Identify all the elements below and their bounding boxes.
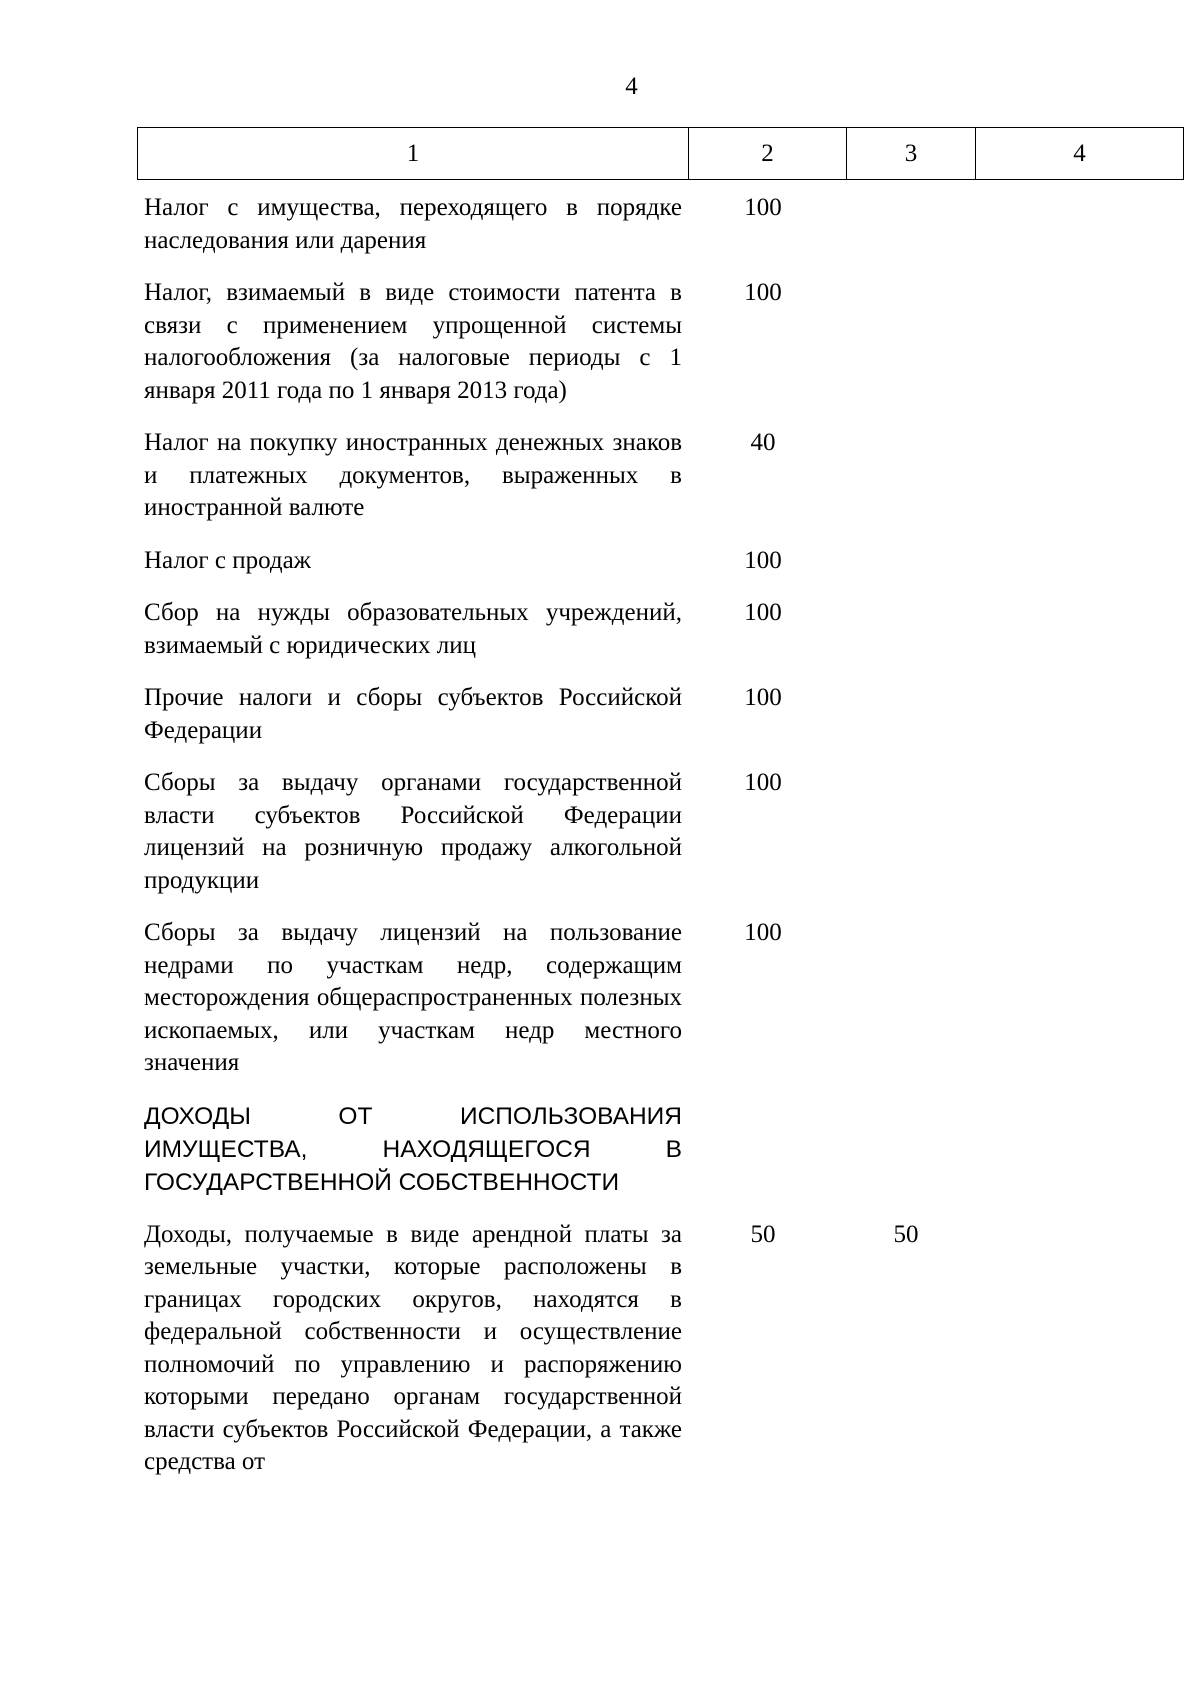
table-row bbox=[144, 1219, 1184, 1479]
row-name: Сборы за выдачу лицензий на пользование недрами по участкам недр, содержащим месторождения общераспространенных полезных ископаемых, или участкам недр местного значения bbox=[144, 919, 682, 1076]
table-row bbox=[144, 427, 1184, 525]
row-name: Налог на покупку иностранных денежных знаков и платежных документов, выраженных в иностранной валюте bbox=[144, 429, 682, 521]
header-col-2: 2 bbox=[689, 128, 847, 179]
row-name: Доходы, получаемые в виде арендной платы за земельные участки, которые расположены в границах городских округов, находятся в федеральной собственности и осуществление полномочий по управлению и распоряжению которыми передано органам государственной власти субъектов Российской Федерации, а также средства от bbox=[144, 1220, 682, 1475]
table-row bbox=[144, 917, 1184, 1080]
row-name: Прочие налоги и сборы субъектов Российской Федерации bbox=[144, 684, 682, 744]
row-col-2: 50 bbox=[750, 1220, 776, 1248]
section-heading: ДОХОДЫ ОТ ИСПОЛЬЗОВАНИЯ ИМУЩЕСТВА, НАХОДЯЩЕГОСЯ В ГОСУДАРСТВЕННОЙ СОБСТВЕННОСТИ bbox=[144, 1102, 682, 1196]
table-row bbox=[144, 545, 1184, 578]
table-row bbox=[144, 597, 1184, 662]
table-row bbox=[144, 192, 1184, 257]
row-col-2: 100 bbox=[744, 684, 782, 711]
table-row bbox=[144, 767, 1184, 897]
table-header bbox=[137, 127, 1184, 180]
row-col-2: 40 bbox=[750, 429, 776, 456]
row-name: Налог с продаж bbox=[144, 546, 311, 574]
section-heading-row bbox=[144, 1100, 1184, 1199]
header-col-1: 1 bbox=[138, 128, 689, 179]
table-row bbox=[144, 682, 1184, 747]
row-col-2: 100 bbox=[744, 279, 782, 306]
header-col-3: 3 bbox=[847, 128, 976, 179]
page-number: 4 bbox=[625, 73, 638, 100]
row-name: Налог с имущества, переходящего в порядке наследования или дарения bbox=[144, 194, 682, 254]
table-body bbox=[144, 192, 1184, 1499]
row-name: Сбор на нужды образовательных учреждений, взимаемый с юридических лиц bbox=[144, 599, 682, 659]
row-name: Сборы за выдачу органами государственной власти субъектов Российской Федерации лицензий на розничную продажу алкогольной продукции bbox=[144, 769, 682, 894]
row-col-3: 50 bbox=[893, 1220, 919, 1248]
row-col-2: 100 bbox=[744, 546, 782, 574]
header-col-4: 4 bbox=[1073, 139, 1086, 167]
row-col-2: 100 bbox=[744, 769, 782, 796]
row-col-2: 100 bbox=[744, 599, 782, 626]
row-col-2: 100 bbox=[744, 919, 782, 946]
table-row bbox=[144, 277, 1184, 407]
row-name: Налог, взимаемый в виде стоимости патента в связи с применением упрощенной системы налогообложения (за налоговые периоды с 1 января 2011 года по 1 января 2013 года) bbox=[144, 279, 682, 404]
row-col-2: 100 bbox=[744, 194, 782, 221]
